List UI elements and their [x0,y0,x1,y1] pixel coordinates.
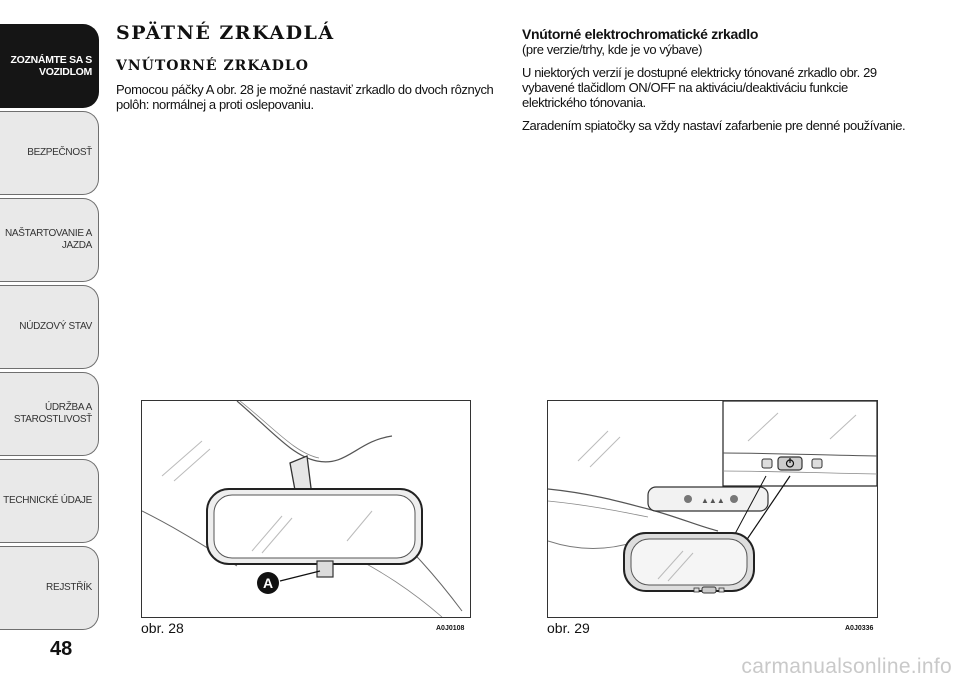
svg-text:▲▲▲: ▲▲▲ [701,496,725,505]
tab-nudzovy-stav[interactable] [0,285,99,369]
subsection-heading: Vnútorné elektrochromatické zrkadlo [522,26,759,42]
tab-label: ZOZNÁMTE SA S VOZIDLOM [10,54,92,78]
figure-caption: obr. 28 [141,620,184,636]
body-paragraph: Pomocou páčky A obr. 28 je možné nastaviť zrkadlo do dvoch rôznych polôh: normálnej a proti oslepovaniu. [116,82,494,112]
tab-nastartovanie-a-jazda[interactable] [0,198,99,282]
body-paragraph: Zaradením spiatočky sa vždy nastaví zafarbenie pre denné používanie. [522,118,906,133]
callout-label-a: A [262,575,274,591]
tab-technicke-udaje[interactable] [0,459,99,543]
watermark: carmanualsonline.info [741,655,952,678]
availability-note: (pre verzie/trhy, kde je vo výbave) [522,42,703,57]
tab-rejstrik[interactable] [0,546,99,630]
left-column [116,22,496,120]
tab-bezpecnost[interactable] [0,111,99,195]
page-number: 48 [50,638,73,660]
tab-label: BEZPEČNOSŤ [27,147,92,158]
section-title: SPÄTNÉ ZRKADLÁ [116,22,335,44]
body-paragraph: U niektorých verzií je dostupné elektricky tónované zrkadlo obr. 29 vybavené tlačidlom ON/OFF na aktiváciu/deaktiváciu funkcie elektrického tónovania. [522,65,877,110]
tab-label: TECHNICKÉ ÚDAJE [3,495,92,506]
tab-label: REJSTŘÍK [46,582,92,593]
tab-zoznamte-sa-s-vozidlom[interactable] [0,24,99,108]
tab-label: ÚDRŽBA A STAROSTLIVOSŤ [13,402,92,425]
tab-label: NÚDZOVÝ STAV [19,321,92,332]
figure-code: A0J0108 [436,625,465,632]
electrochromic-mirror-illustration [548,401,877,617]
figure-code: A0J0336 [845,625,874,632]
subsection-title: VNÚTORNÉ ZRKADLO [116,58,309,74]
figure-28-mirror-lever [141,400,471,618]
figure-caption: obr. 29 [547,620,590,636]
figure-29-electrochromic-mirror [547,400,878,618]
mirror-lever-illustration [142,401,470,617]
tab-label: NAŠTARTOVANIE A JAZDA [4,228,92,251]
tab-udrzba-a-starostlivost[interactable] [0,372,99,456]
right-column [522,26,907,141]
